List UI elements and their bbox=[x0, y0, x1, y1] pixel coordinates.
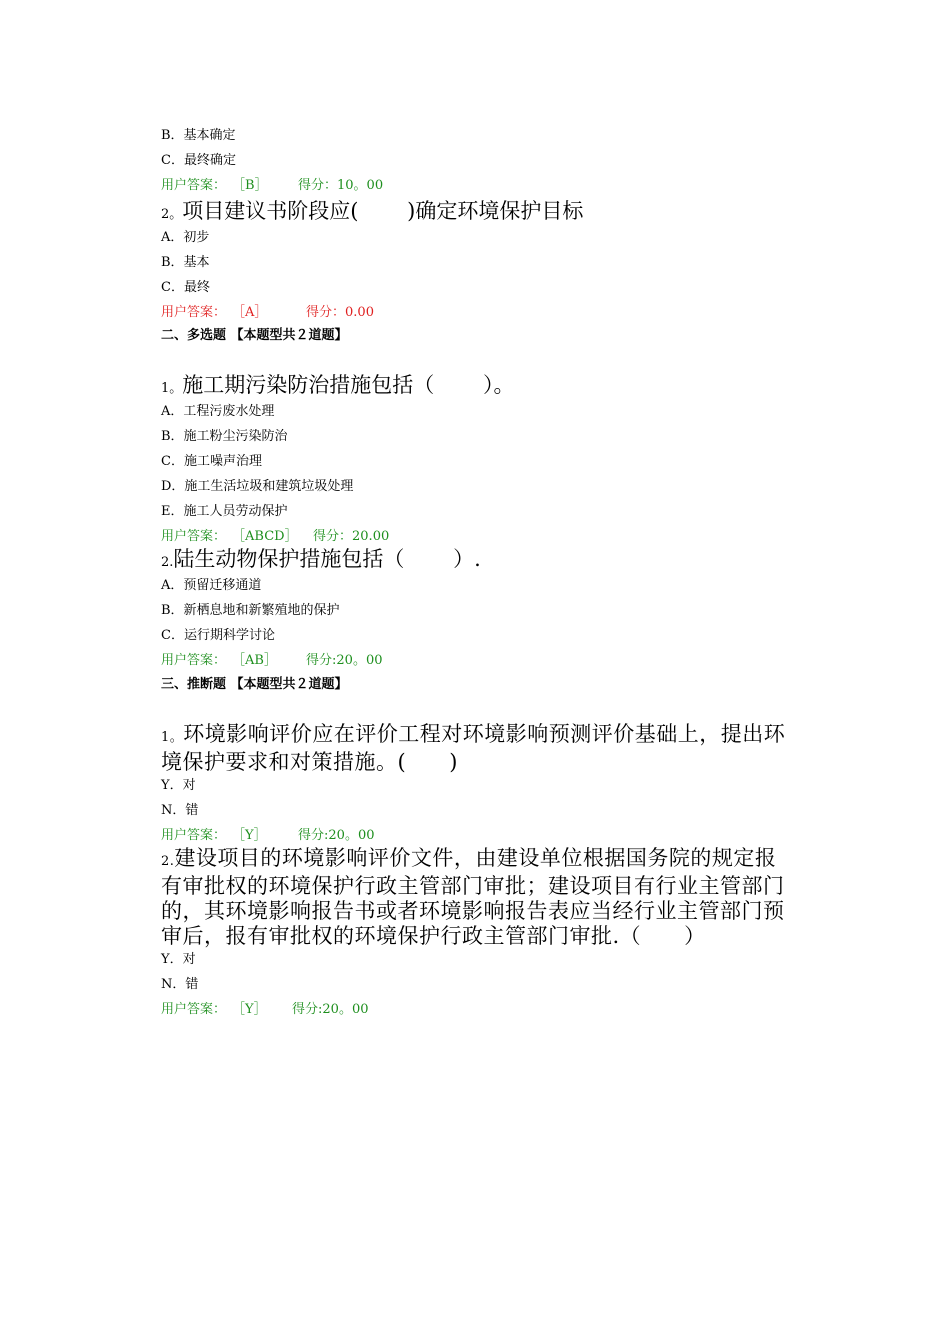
user-answer-label: 用户答案： bbox=[161, 653, 227, 668]
question-number: 2。 bbox=[161, 207, 183, 222]
option-b: B．基本确定 bbox=[161, 128, 236, 143]
question-2-1 bbox=[161, 373, 791, 545]
user-answer-label: 用户答案： bbox=[161, 828, 227, 843]
user-answer-row bbox=[161, 653, 791, 669]
question-3-1 bbox=[161, 722, 791, 844]
option-c: C．最终确定 bbox=[161, 153, 236, 168]
question-text bbox=[161, 547, 791, 575]
option-y: Y．对 bbox=[161, 778, 196, 793]
option-a: A．初步 bbox=[161, 230, 210, 245]
option-n: N．错 bbox=[161, 977, 199, 992]
score: 得分:20。00 bbox=[306, 653, 383, 668]
question-stem: 建设项目的环境影响评价文件，由建设单位根据国务院的规定报有审批权的环境保护行政主管部门审批；建设项目有行业主管部门的，其环境影响报告书或者环境影响报告表应当经行业主管部门预审后，报有审批权的环境保护行政主管部门审批.（ ） bbox=[161, 846, 785, 948]
question-stem: 项目建议书阶段应( )确定环境保护目标 bbox=[182, 199, 584, 223]
question-stem: 陆生动物保护措施包括（ ）. bbox=[173, 547, 481, 571]
user-answer-value: ［Y］ bbox=[232, 1002, 267, 1017]
score: 得分:20。00 bbox=[292, 1002, 369, 1017]
question-1-2 bbox=[161, 199, 791, 321]
option-e: E．施工人员劳动保护 bbox=[161, 504, 288, 519]
score: 得分:20。00 bbox=[298, 828, 375, 843]
question-number: 2. bbox=[161, 854, 175, 869]
option-c: C．施工噪声治理 bbox=[161, 454, 262, 469]
question-text bbox=[161, 722, 791, 775]
score: 得分：10。00 bbox=[298, 178, 384, 193]
question-number: 1。 bbox=[161, 381, 183, 396]
question-stem: 施工期污染防治措施包括（ ）。 bbox=[182, 373, 515, 397]
user-answer-value: ［B］ bbox=[232, 178, 268, 193]
question-1-1-tail bbox=[161, 128, 791, 194]
question-number: 1。 bbox=[161, 730, 184, 745]
user-answer-value: ［ABCD］ bbox=[232, 529, 298, 544]
question-text bbox=[161, 846, 791, 949]
user-answer-label: 用户答案： bbox=[161, 178, 227, 193]
option-d: D．施工生活垃圾和建筑垃圾处理 bbox=[161, 479, 354, 494]
question-stem: 环境影响评价应在评价工程对环境影响预测评价基础上，提出环境保护要求和对策措施。( ) bbox=[161, 722, 786, 774]
user-answer-row bbox=[161, 1002, 791, 1018]
user-answer-row bbox=[161, 529, 791, 545]
section-heading-multi-choice: 二、多选题 【本题型共２道题】 bbox=[161, 328, 348, 343]
user-answer-row bbox=[161, 305, 791, 321]
option-a: A．工程污废水处理 bbox=[161, 404, 275, 419]
user-answer-label: 用户答案： bbox=[161, 529, 227, 544]
option-b: B．施工粉尘污染防治 bbox=[161, 429, 288, 444]
option-c: C．运行期科学讨论 bbox=[161, 628, 275, 643]
option-c: C．最终 bbox=[161, 280, 210, 295]
option-y: Y．对 bbox=[161, 952, 196, 967]
question-text bbox=[161, 373, 791, 401]
question-2-2 bbox=[161, 547, 791, 669]
score: 得分：0.00 bbox=[306, 305, 374, 320]
user-answer-value: ［Y］ bbox=[232, 828, 267, 843]
user-answer-label: 用户答案： bbox=[161, 305, 227, 320]
user-answer-value: ［A］ bbox=[232, 305, 268, 320]
user-answer-value: ［AB］ bbox=[232, 653, 277, 668]
option-n: N．错 bbox=[161, 803, 199, 818]
question-3-2 bbox=[161, 846, 791, 1018]
user-answer-label: 用户答案： bbox=[161, 1002, 227, 1017]
question-number: 2. bbox=[161, 555, 174, 570]
score: 得分：20.00 bbox=[313, 529, 390, 544]
option-b: B．基本 bbox=[161, 255, 210, 270]
user-answer-row bbox=[161, 828, 791, 844]
question-text bbox=[161, 199, 791, 227]
option-a: A．预留迁移通道 bbox=[161, 578, 262, 593]
section-heading-judgement: 三、推断题 【本题型共２道题】 bbox=[161, 677, 348, 692]
user-answer-row bbox=[161, 178, 791, 194]
option-b: B．新栖息地和新繁殖地的保护 bbox=[161, 603, 340, 618]
